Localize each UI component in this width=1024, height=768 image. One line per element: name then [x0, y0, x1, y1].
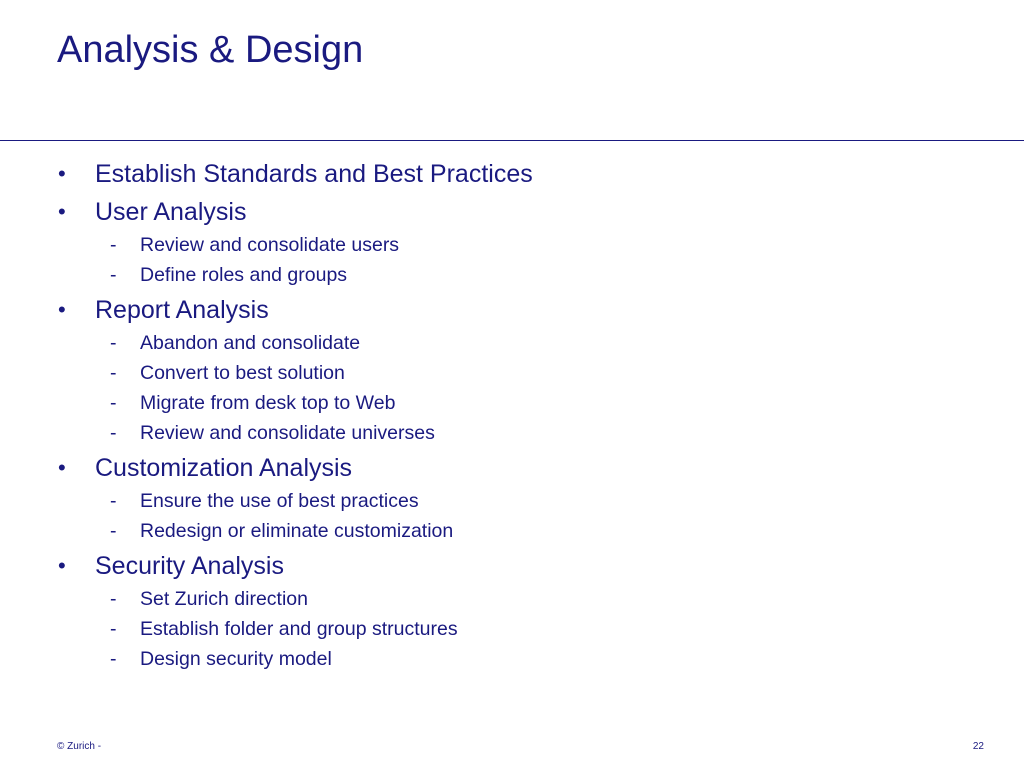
sub-item-label: Review and consolidate universes — [140, 422, 435, 444]
sub-list-wrapper — [0, 230, 533, 290]
bullet-label: Establish Standards and Best Practices — [95, 160, 533, 188]
sub-item — [0, 328, 533, 358]
dash-marker: - — [110, 520, 117, 542]
dash-marker: - — [110, 332, 117, 354]
dash-marker: - — [110, 362, 117, 384]
bullet-list — [0, 156, 533, 674]
bullet-item — [0, 156, 533, 192]
bullet-marker: • — [58, 161, 66, 186]
dash-marker: - — [110, 234, 117, 256]
bullet-marker: • — [58, 297, 66, 322]
bullet-label: Security Analysis — [95, 552, 284, 580]
sub-item-label: Review and consolidate users — [140, 234, 400, 256]
dash-marker: - — [110, 588, 117, 610]
sub-item — [0, 260, 533, 290]
sub-list — [0, 486, 533, 546]
footer-copyright: © Zurich - — [57, 741, 102, 752]
sub-item-label: Migrate from desk top to Web — [140, 392, 396, 414]
title-divider — [0, 140, 1024, 141]
sub-item — [0, 418, 533, 448]
sub-list-wrapper — [0, 584, 533, 674]
sub-list — [0, 328, 533, 448]
sub-item-label: Set Zurich direction — [140, 588, 308, 610]
bullet-label: Customization Analysis — [95, 454, 353, 482]
bullet-marker: • — [58, 199, 66, 224]
dash-marker: - — [110, 264, 117, 286]
sub-item — [0, 516, 533, 546]
dash-marker: - — [110, 490, 117, 512]
sub-list — [0, 584, 533, 674]
bullet-label: User Analysis — [95, 198, 247, 226]
sub-item — [0, 486, 533, 516]
sub-list-wrapper — [0, 486, 533, 546]
slide-title: Analysis & Design — [57, 29, 364, 71]
sub-item — [0, 358, 533, 388]
sub-item-label: Establish folder and group structures — [140, 618, 458, 640]
sub-item — [0, 644, 533, 674]
dash-marker: - — [110, 648, 117, 670]
bullet-item — [0, 194, 533, 230]
bullet-item — [0, 292, 533, 328]
sub-item — [0, 230, 533, 260]
sub-item-label: Redesign or eliminate customization — [140, 520, 454, 542]
page-number: 22 — [972, 741, 984, 752]
sub-item-label: Convert to best solution — [140, 362, 345, 384]
bullet-marker: • — [58, 553, 66, 578]
bullet-item — [0, 548, 533, 584]
sub-list — [0, 230, 533, 290]
sub-item-label: Abandon and consolidate — [140, 332, 361, 354]
sub-item — [0, 584, 533, 614]
dash-marker: - — [110, 422, 117, 444]
dash-marker: - — [110, 392, 117, 414]
sub-list-wrapper — [0, 328, 533, 448]
sub-item — [0, 614, 533, 644]
sub-item-label: Ensure the use of best practices — [140, 490, 419, 512]
bullet-item — [0, 450, 533, 486]
sub-item-label: Define roles and groups — [140, 264, 348, 286]
bullet-marker: • — [58, 455, 66, 480]
sub-item-label: Design security model — [140, 648, 332, 670]
bullet-label: Report Analysis — [95, 296, 269, 324]
dash-marker: - — [110, 618, 117, 640]
sub-item — [0, 388, 533, 418]
